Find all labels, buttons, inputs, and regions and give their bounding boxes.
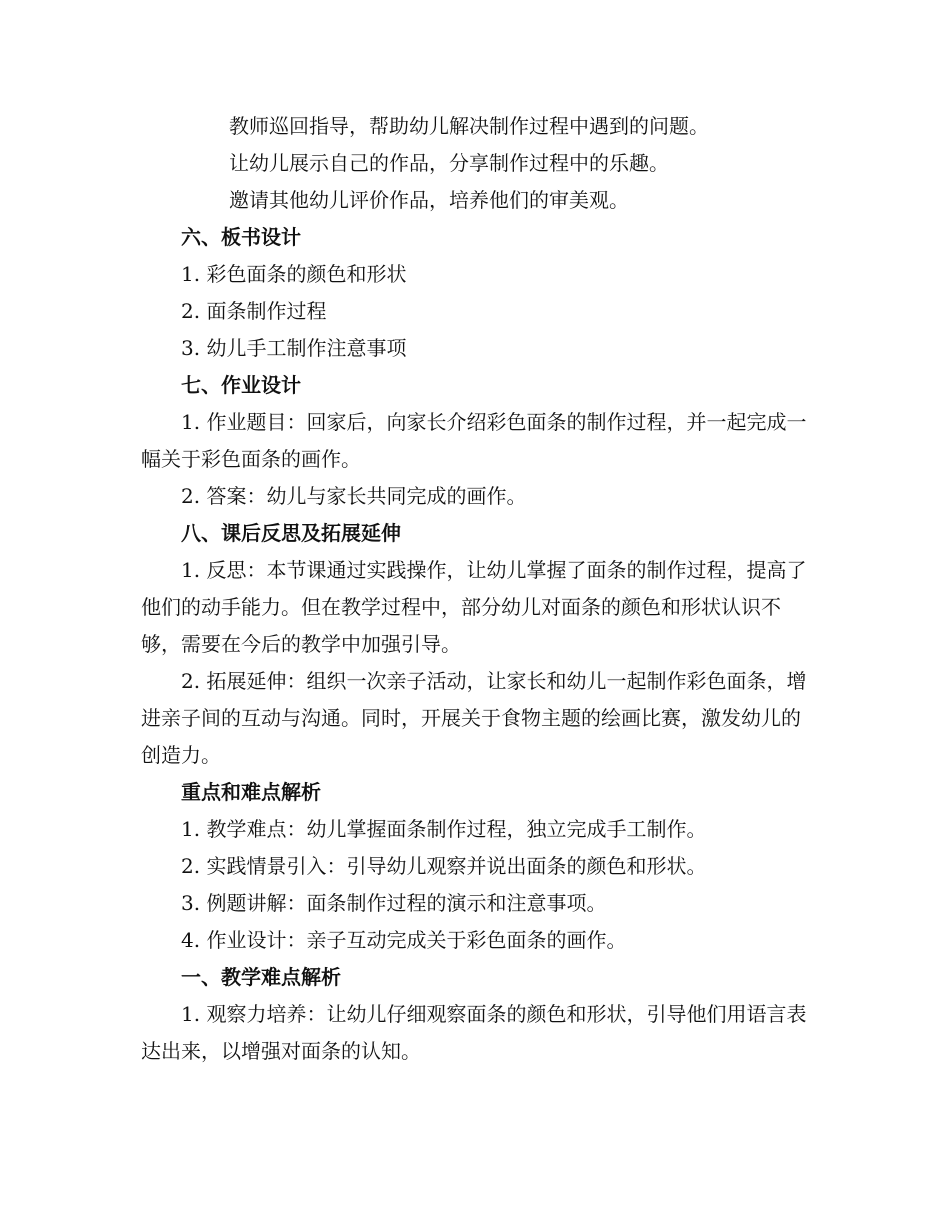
section-heading: 重点和难点解析 xyxy=(181,780,321,804)
section-heading: 六、板书设计 xyxy=(181,225,301,249)
list-item: 3. 幼儿手工制作注意事项 xyxy=(181,336,407,360)
list-item: 4. 作业设计：亲子互动完成关于彩色面条的画作。 xyxy=(181,928,627,952)
list-item: 1. 反思：本节课通过实践操作，让幼儿掌握了面条的制作过程，提高了他们的动手能力。但在教学过程中，部分幼儿对面条的颜色和形状认识不够，需要在今后的教学中加强引导。 xyxy=(141,558,807,656)
list-item: 2. 实践情景引入：引导幼儿观察并说出面条的颜色和形状。 xyxy=(181,854,707,878)
document-body xyxy=(141,108,809,1070)
list-item: 2. 答案：幼儿与家长共同完成的画作。 xyxy=(181,484,527,508)
list-item: 1. 作业题目：回家后，向家长介绍彩色面条的制作过程，并一起完成一幅关于彩色面条的画作。 xyxy=(141,410,807,471)
list-item: 2. 面条制作过程 xyxy=(181,299,327,323)
list-item: 1. 教学难点：幼儿掌握面条制作过程，独立完成手工制作。 xyxy=(181,817,707,841)
paragraph: 让幼儿展示自己的作品，分享制作过程中的乐趣。 xyxy=(229,151,669,175)
paragraph: 教师巡回指导，帮助幼儿解决制作过程中遇到的问题。 xyxy=(229,114,709,138)
section-heading: 一、教学难点解析 xyxy=(181,965,341,989)
paragraph: 邀请其他幼儿评价作品，培养他们的审美观。 xyxy=(229,188,629,212)
list-item: 1. 观察力培养：让幼儿仔细观察面条的颜色和形状，引导他们用语言表达出来，以增强对面条的认知。 xyxy=(141,1002,807,1063)
section-heading: 七、作业设计 xyxy=(181,373,301,397)
list-item: 3. 例题讲解：面条制作过程的演示和注意事项。 xyxy=(181,891,607,915)
section-heading: 八、课后反思及拓展延伸 xyxy=(181,521,401,545)
list-item: 2. 拓展延伸：组织一次亲子活动，让家长和幼儿一起制作彩色面条，增进亲子间的互动与沟通。同时，开展关于食物主题的绘画比赛，激发幼儿的创造力。 xyxy=(141,669,807,767)
list-item: 1. 彩色面条的颜色和形状 xyxy=(181,262,407,286)
